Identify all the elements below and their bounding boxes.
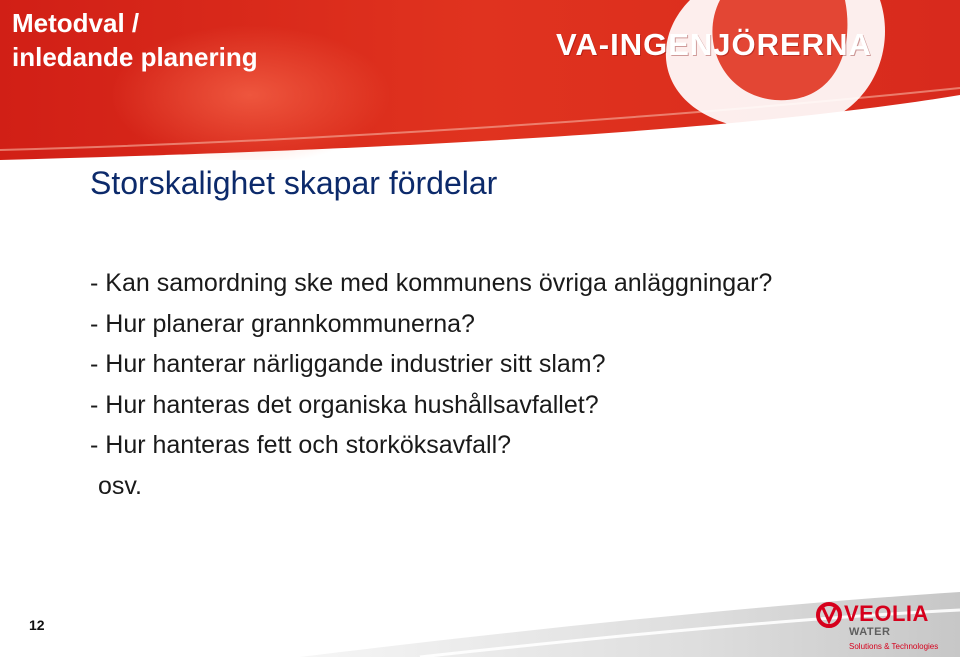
veolia-emblem-icon (816, 602, 842, 628)
veolia-logo-tagline: Solutions & Technologies (849, 642, 939, 651)
section-title-line-2: inledande planering (12, 42, 258, 72)
bullet-item: - Hur hanteras fett och storköksavfall? (90, 431, 512, 459)
bullet-item: - Kan samordning ske med kommunens övriga anläggningar? (90, 269, 773, 297)
veolia-logo-name: VEOLIA (844, 601, 929, 626)
header-banner (0, 0, 960, 160)
section-title (12, 6, 258, 74)
bullet-list (90, 263, 772, 506)
veolia-logo-sub: WATER (849, 626, 891, 638)
section-title-line-1: Metodval / (12, 8, 140, 38)
slide-title: Storskalighet skapar fördelar (90, 165, 498, 201)
page-number: 12 (29, 617, 45, 633)
veolia-logo (816, 600, 941, 655)
bullet-item: - Hur hanteras det organiska hushållsavfallet? (90, 390, 599, 419)
bullet-item: - Hur planerar grannkommunerna? (90, 309, 475, 338)
bullet-item: - Hur hanterar närliggande industrier sitt slam? (90, 350, 606, 378)
va-ingenjorerna-logo: VA-INGENJÖRERNA (556, 27, 872, 62)
bullet-item-osv: osv. (98, 471, 142, 500)
